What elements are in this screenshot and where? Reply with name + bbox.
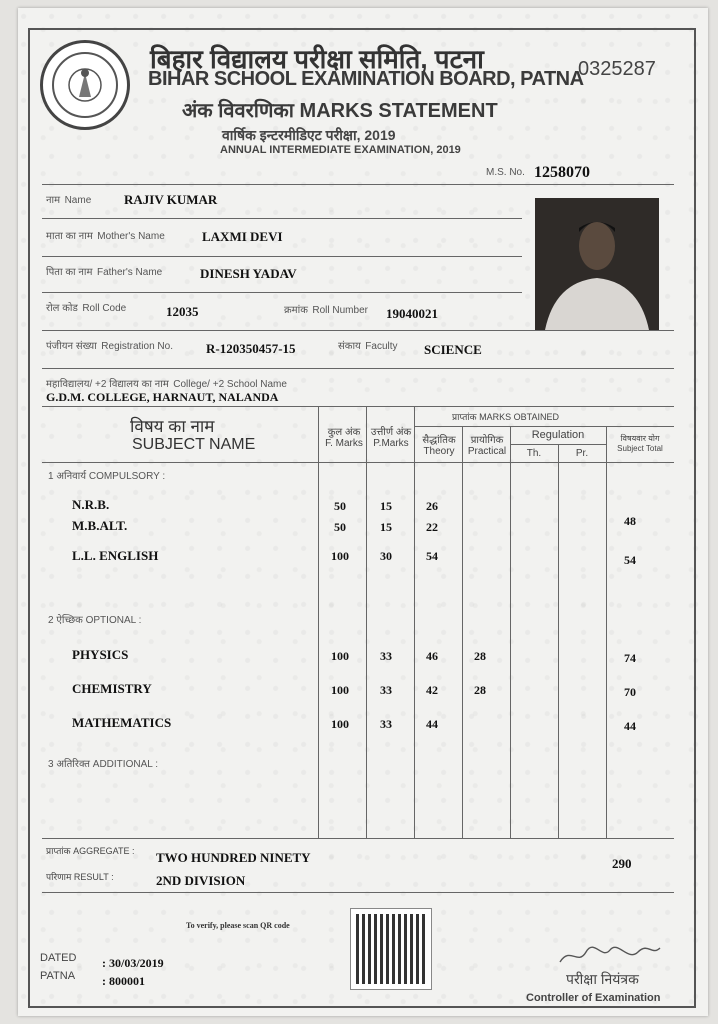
regulation-th-header: Th. — [526, 448, 542, 459]
subject-total-header: विषयवार योग Subject Total — [617, 434, 663, 453]
college-name: G.D.M. COLLEGE, HARNAUT, NALANDA — [46, 390, 279, 404]
theory-header: सैद्धांतिक Theory — [422, 435, 456, 457]
board-seal — [40, 40, 130, 130]
additional-label: 3 अतिरिक्त ADDITIONAL : — [48, 759, 158, 770]
fmarks-header: कुल अंक F. Marks — [325, 427, 363, 449]
college-label: महाविद्यालय/ +2 विद्यालय का नाम College/ +2 School Name — [46, 379, 287, 390]
controller-signature — [556, 940, 666, 970]
exam-title-hindi: वार्षिक इन्टरमीडिएट परीक्षा, 2019 — [222, 127, 396, 143]
roll-number-label: क्रमांक Roll Number — [284, 305, 368, 316]
aggregate-value: 290 — [612, 856, 632, 871]
student-photo — [535, 198, 659, 330]
name-label: नाम Name — [46, 195, 92, 206]
student-name: RAJIV KUMAR — [124, 192, 218, 207]
document-number: 0325287 — [578, 58, 656, 80]
faculty-value: SCIENCE — [424, 342, 482, 357]
registration-label: पंजीयन संख्या Registration No. — [46, 341, 173, 352]
marks-obtained-header: प्राप्तांक MARKS OBTAINED — [452, 412, 559, 422]
optional-label: 2 ऐच्छिक OPTIONAL : — [48, 615, 142, 626]
roll-code-value: 12035 — [166, 304, 199, 319]
subject-header-hindi: विषय का नाम — [130, 417, 215, 436]
board-title-english: BIHAR SCHOOL EXAMINATION BOARD, PATNA — [148, 68, 584, 90]
faculty-label: संकाय Faculty — [338, 341, 398, 352]
registration-value: R-120350457-15 — [206, 341, 296, 356]
patna-code: : 800001 — [102, 974, 145, 988]
mother-name: LAXMI DEVI — [202, 229, 283, 244]
father-name: DINESH YADAV — [200, 266, 297, 281]
document-border — [28, 28, 696, 1008]
statement-title: अंक विवरणिका MARKS STATEMENT — [182, 100, 498, 122]
aggregate-words: TWO HUNDRED NINETY — [156, 850, 311, 865]
dated-label: DATED — [40, 952, 77, 964]
father-label: पिता का नाम Father's Name — [46, 267, 163, 278]
pmarks-header: उत्तीर्ण अंक P.Marks — [370, 427, 412, 449]
verify-text: To verify, please scan QR code — [186, 921, 290, 930]
mother-label: माता का नाम Mother's Name — [46, 231, 165, 242]
exam-title-english: ANNUAL INTERMEDIATE EXAMINATION, 2019 — [220, 144, 461, 156]
aggregate-label: प्राप्तांक AGGREGATE : — [46, 846, 135, 856]
roll-code-label: रोल कोड Roll Code — [46, 303, 127, 314]
roll-number-value: 19040021 — [386, 306, 438, 321]
practical-header: प्रायोगिक Practical — [467, 435, 507, 457]
ms-no-value: 1258070 — [534, 164, 590, 181]
controller-title: Controller of Examination — [526, 992, 661, 1004]
result-label: परिणाम RESULT : — [46, 872, 114, 882]
board-title-hindi: बिहार विद्यालय परीक्षा समिति, पटना — [150, 44, 484, 74]
dated-value: : 30/03/2019 — [102, 956, 164, 970]
regulation-pr-header: Pr. — [575, 448, 589, 459]
subject-header: SUBJECT NAME — [132, 436, 256, 453]
controller-hindi: परीक्षा नियंत्रक — [566, 971, 639, 987]
verification-qr-code[interactable] — [350, 908, 432, 990]
patna-label: PATNA — [40, 970, 76, 982]
result-value: 2ND DIVISION — [156, 873, 246, 888]
compulsory-label: 1 अनिवार्य COMPULSORY : — [48, 471, 166, 482]
regulation-header: Regulation — [531, 429, 585, 441]
ms-no-label: M.S. No. — [486, 167, 525, 178]
